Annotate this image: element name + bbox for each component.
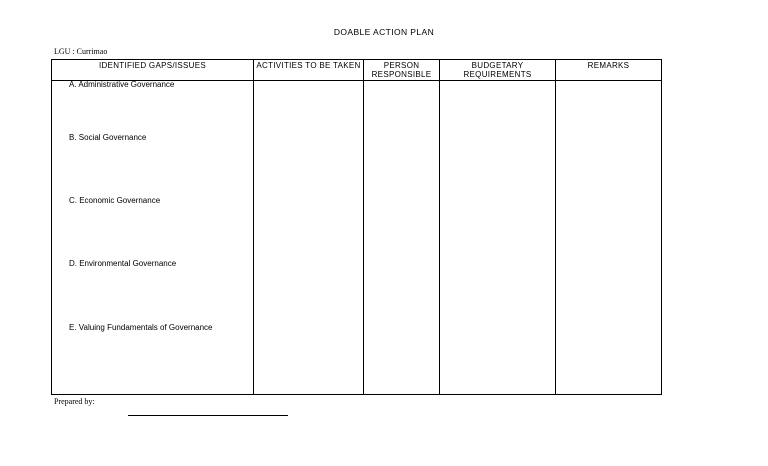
prepared-by-label: Prepared by: [54, 397, 95, 406]
header-budgetary-requirements: BUDGETARY REQUIREMENTS [463, 61, 532, 79]
column-divider [439, 60, 440, 394]
column-divider [253, 60, 254, 394]
row-social-governance: B. Social Governance [69, 133, 147, 142]
row-valuing-fundamentals: E. Valuing Fundamentals of Governance [69, 323, 213, 332]
action-plan-table [51, 59, 662, 395]
lgu-label: LGU : Currimao [54, 47, 108, 56]
row-economic-governance: C. Economic Governance [69, 196, 161, 205]
page-title: DOABLE ACTION PLAN [333, 27, 435, 37]
column-divider [555, 60, 556, 394]
signature-line [128, 415, 288, 416]
row-environmental-governance: D. Environmental Governance [69, 259, 177, 268]
header-person-responsible: PERSON RESPONSIBLE [371, 61, 432, 79]
column-divider [363, 60, 364, 394]
header-remarks: REMARKS [587, 61, 630, 70]
row-administrative-governance: A. Administrative Governance [69, 80, 175, 89]
header-identified-gaps: IDENTIFIED GAPS/ISSUES [98, 61, 207, 70]
header-activities: ACTIVITIES TO BE TAKEN [256, 61, 361, 70]
